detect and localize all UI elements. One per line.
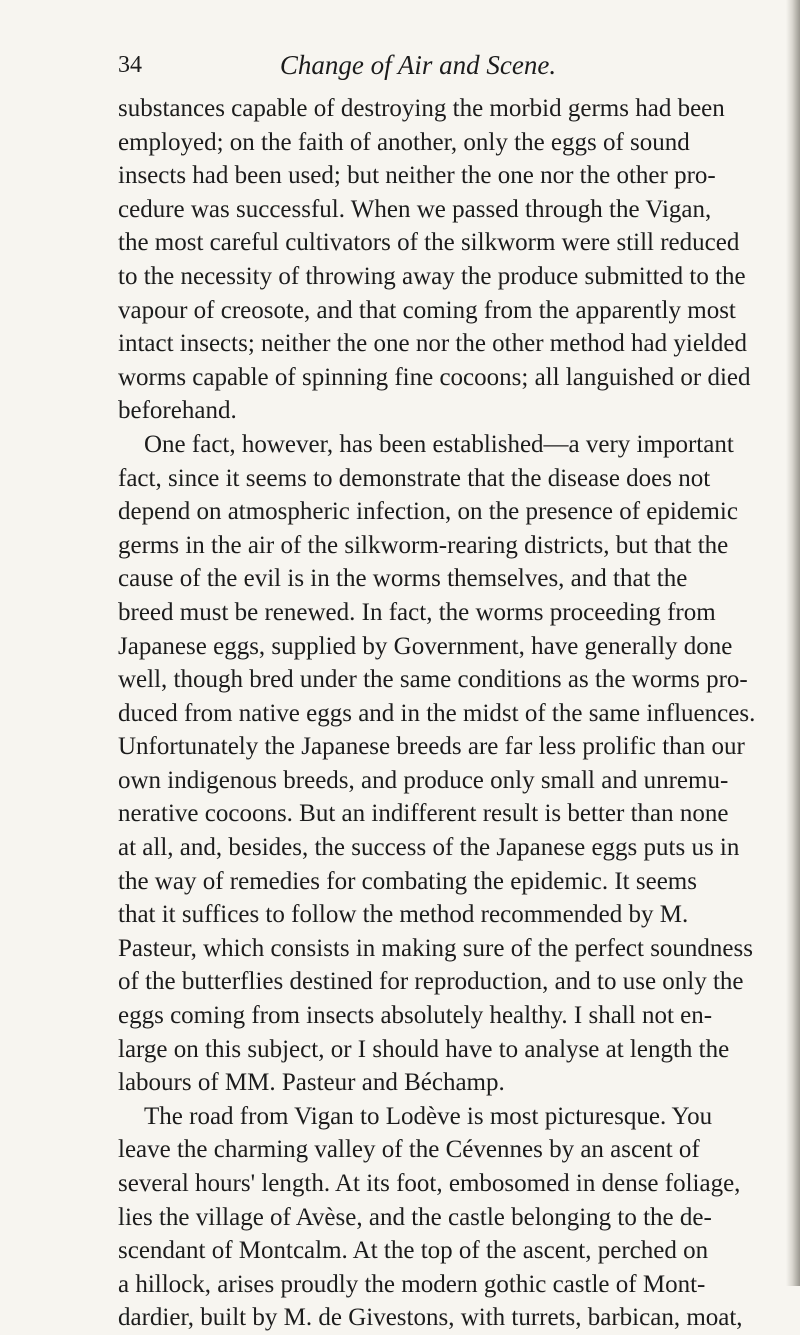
running-title: Change of Air and Scene. xyxy=(279,50,557,80)
text-line: dardier, built by M. de Givestons, with turrets, barbican, moat, xyxy=(118,1304,743,1332)
text-line: employed; on the faith of another, only the eggs of sound xyxy=(118,128,690,156)
text-line: depend on atmospheric infection, on the presence of epidemic xyxy=(118,498,738,526)
text-line: own indigenous breeds, and produce only small and unremu- xyxy=(118,766,729,794)
text-line: substances capable of destroying the morbid germs had been xyxy=(118,95,725,122)
page-number: 34 xyxy=(118,52,142,78)
text-line: cedure was successful. When we passed through the Vigan, xyxy=(118,195,712,223)
paragraph-start-line: The road from Vigan to Lodève is most picturesque. You xyxy=(144,1102,713,1130)
paragraph-start-line: One fact, however, has been established—a very important xyxy=(144,430,734,458)
text-line: duced from native eggs and in the midst of the same influences. xyxy=(118,699,756,727)
text-line: Pasteur, which consists in making sure of the perfect soundness xyxy=(118,934,753,962)
text-line: fact, since it seems to demonstrate that the disease does not xyxy=(118,464,711,492)
text-line: at all, and, besides, the success of the Japanese eggs puts us in xyxy=(118,834,740,862)
text-line: several hours' length. At its foot, embosomed in dense foliage, xyxy=(118,1170,741,1197)
body-text xyxy=(118,92,782,1335)
text-line: the way of remedies for combating the epidemic. It seems xyxy=(118,867,697,895)
text-line: Japanese eggs, supplied by Government, have generally done xyxy=(118,632,733,660)
text-line: vapour of creosote, and that coming from the apparently most xyxy=(118,296,736,324)
text-line: cause of the evil is in the worms themselves, and that the xyxy=(118,565,688,593)
text-line: lies the village of Avèse, and the castle belonging to the de- xyxy=(118,1203,712,1231)
text-line: scendant of Montcalm. At the top of the ascent, perched on xyxy=(118,1237,709,1265)
text-line: breed must be renewed. In fact, the worms proceeding from xyxy=(118,598,716,626)
text-line: intact insects; neither the one nor the other method had yielded xyxy=(118,330,747,358)
page-edge-shadow xyxy=(786,0,800,1286)
text-line: eggs coming from insects absolutely healthy. I shall not en- xyxy=(118,1002,713,1030)
text-line: worms capable of spinning fine cocoons; all languished or died xyxy=(118,363,751,391)
paragraph-end-line: beforehand. xyxy=(118,397,237,425)
text-line: well, though bred under the same conditions as the worms pro- xyxy=(118,666,748,694)
text-line: of the butterflies destined for reproduction, and to use only the xyxy=(118,968,744,996)
page-header xyxy=(118,52,718,88)
paragraph-end-line: labours of MM. Pasteur and Béchamp. xyxy=(118,1069,505,1097)
text-line: large on this subject, or I should have to analyse at length the xyxy=(118,1035,730,1063)
text-line: a hillock, arises proudly the modern gothic castle of Mont- xyxy=(118,1270,706,1298)
text-line: leave the charming valley of the Cévennes by an ascent of xyxy=(118,1136,700,1164)
text-line: that it suffices to follow the method recommended by M. xyxy=(118,901,689,929)
text-line: nerative cocoons. But an indifferent result is better than none xyxy=(118,800,729,828)
text-line: insects had been used; but neither the one nor the other pro- xyxy=(118,162,716,190)
text-line: germs in the air of the silkworm-rearing districts, but that the xyxy=(118,531,729,559)
text-line: Unfortunately the Japanese breeds are far less prolific than our xyxy=(118,733,745,761)
text-line: to the necessity of throwing away the produce submitted to the xyxy=(118,262,746,290)
text-line: the most careful cultivators of the silkworm were still reduced xyxy=(118,229,740,257)
